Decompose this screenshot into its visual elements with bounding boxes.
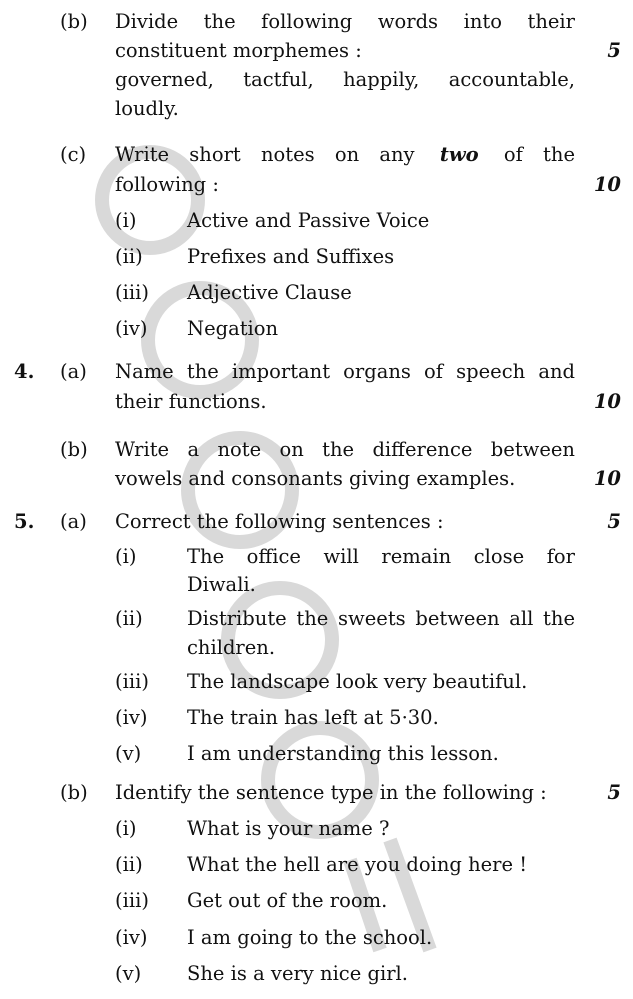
q5a-label: (a) xyxy=(60,510,87,533)
q5a-item-line1: The train has left at 5·30. xyxy=(187,706,439,729)
q5b-marks: 5 xyxy=(607,781,621,804)
q4b-line1: Write a note on the difference between xyxy=(115,438,575,461)
q5b-item-text: What is your name ? xyxy=(187,817,390,840)
q5a-item-line1: Distribute the sweets between all the xyxy=(187,607,575,630)
q3c-item-num: (ii) xyxy=(115,245,143,268)
q5b-text: Identify the sentence type in the following : xyxy=(115,781,547,804)
q3c-line1-post: of the xyxy=(503,143,575,166)
q4b-marks: 10 xyxy=(593,467,621,490)
q3c-marks: 10 xyxy=(593,173,621,196)
q3b-line1: Divide the following words into their xyxy=(115,10,575,33)
q4a-line1: Name the important organs of speech and xyxy=(115,360,575,383)
q4b-label: (b) xyxy=(60,438,88,461)
q3c-item-num: (iv) xyxy=(115,317,148,340)
q5a-item-line2: Diwali. xyxy=(187,573,256,596)
q5b-item-num: (iv) xyxy=(115,926,148,949)
q5b-item-text: Get out of the room. xyxy=(187,889,388,912)
q5a-item-num: (iv) xyxy=(115,706,148,729)
q4b-line2: vowels and consonants giving examples. xyxy=(115,467,516,490)
q4a-marks: 10 xyxy=(593,390,621,413)
q5b-item-num: (iii) xyxy=(115,889,149,912)
q5-number: 5. xyxy=(14,510,35,533)
q3b-line4: loudly. xyxy=(115,97,179,120)
q5a-item-num: (v) xyxy=(115,742,142,765)
q5a-text: Correct the following sentences : xyxy=(115,510,444,533)
q3c-item-text: Adjective Clause xyxy=(187,281,352,304)
q3c-line1 xyxy=(115,141,575,169)
q3c-item-num: (i) xyxy=(115,209,137,232)
q5a-item-line1: I am understanding this lesson. xyxy=(187,742,499,765)
q3c-line2: following : xyxy=(115,173,219,196)
q3c-item-text: Active and Passive Voice xyxy=(187,209,430,232)
q3c-line1-pre: Write short notes on any xyxy=(115,143,415,166)
q3c-item-text: Negation xyxy=(187,317,279,340)
q5b-item-text: I am going to the school. xyxy=(187,926,433,949)
q3b-marks: 5 xyxy=(607,39,621,62)
q3c-item-num: (iii) xyxy=(115,281,149,304)
q4-number: 4. xyxy=(14,360,35,383)
q3b-label: (b) xyxy=(60,10,88,33)
q3c-label: (c) xyxy=(60,143,87,166)
q5a-item-num: (iii) xyxy=(115,670,149,693)
q3b-line2: constituent morphemes : xyxy=(115,39,362,62)
q5b-item-text: She is a very nice girl. xyxy=(187,962,408,985)
q5b-item-text: What the hell are you doing here ! xyxy=(187,853,528,876)
q5a-item-num: (ii) xyxy=(115,607,143,630)
q5b-item-num: (v) xyxy=(115,962,142,985)
q5a-marks: 5 xyxy=(607,510,621,533)
q4a-line2: their functions. xyxy=(115,390,267,413)
q5a-item-line2: children. xyxy=(187,636,276,659)
q5a-item-line1: The landscape look very beautiful. xyxy=(187,670,528,693)
q5a-item-line1: The office will remain close for xyxy=(187,545,575,568)
q3c-line1-emphasis: two xyxy=(439,143,479,166)
q5b-label: (b) xyxy=(60,781,88,804)
q3b-line3: governed, tactful, happily, accountable, xyxy=(115,68,575,91)
q3c-item-text: Prefixes and Suffixes xyxy=(187,245,395,268)
q5a-item-num: (i) xyxy=(115,545,137,568)
q5b-item-num: (ii) xyxy=(115,853,143,876)
q4a-label: (a) xyxy=(60,360,87,383)
q5b-item-num: (i) xyxy=(115,817,137,840)
